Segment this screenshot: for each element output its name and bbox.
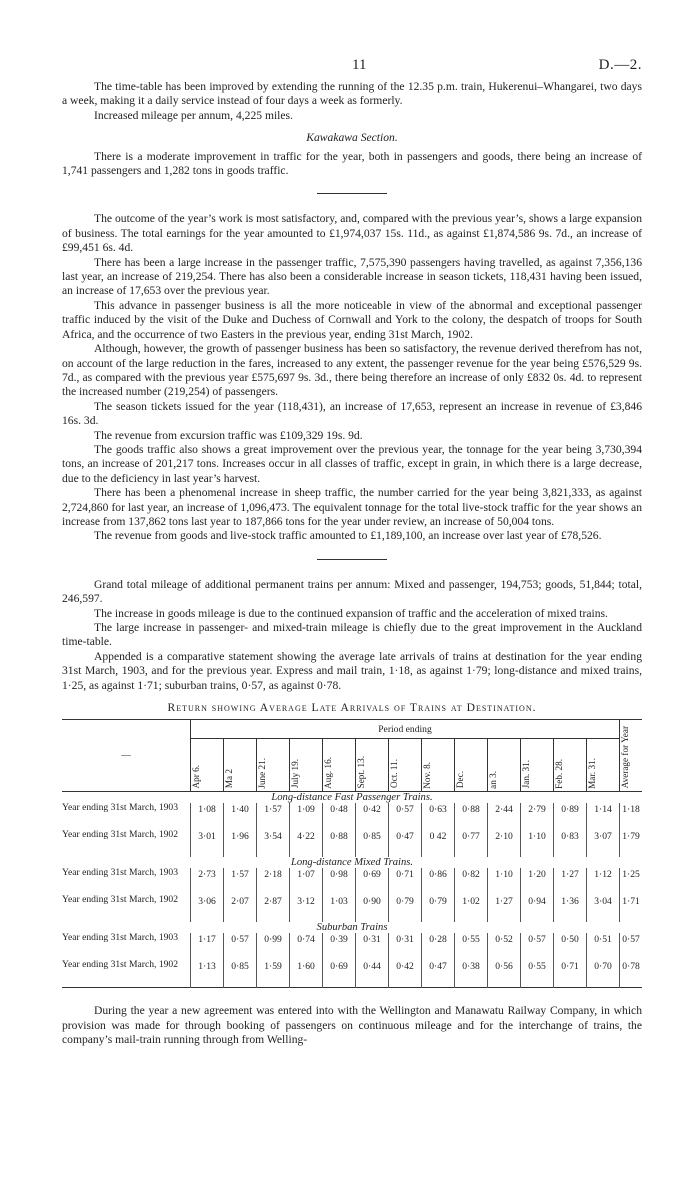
table-cell: 0·39 <box>323 933 356 960</box>
table-cell: 0 42 <box>422 830 455 857</box>
table-cell: 3·12 <box>290 895 323 922</box>
paragraph: This advance in passenger business is all the more noticeable in view of the abnormal and exceptional passenger traffic induced by the visit of the Duke and Duchess of Cornwall and York to the colony, the despatch of troops for South Africa, and the occurrence of two Easters in the previous year, ending 31st March, 1902. <box>62 298 642 341</box>
table-cell: 0·63 <box>422 803 455 830</box>
table-cell: 3·06 <box>191 895 224 922</box>
period-column-header <box>389 739 422 792</box>
period-column-header <box>191 739 224 792</box>
table-row <box>62 868 642 895</box>
page-header <box>62 58 642 80</box>
table-cell: 0·51 <box>587 933 620 960</box>
table-cell: 1·96 <box>224 830 257 857</box>
table-cell: 0·69 <box>356 868 389 895</box>
table-cell: 3·04 <box>587 895 620 922</box>
table-row <box>62 933 642 960</box>
document-reference: D.—2. <box>598 57 642 73</box>
table-cell: 0·56 <box>488 960 521 988</box>
table-cell: 0·71 <box>389 868 422 895</box>
column-label: Oct. 11. <box>389 759 399 789</box>
table-cell: 0·57 <box>521 933 554 960</box>
table-cell: 3·54 <box>257 830 290 857</box>
table-cell: 0·99 <box>257 933 290 960</box>
paragraph: During the year a new agreement was entered into with the Wellington and Manawatu Railway Company, in which provision was made for through booking of passengers on continuous mileage and for the interchange of trains, the company’s mail-train running through from Welling- <box>62 1004 642 1047</box>
column-label: Ma 2 <box>224 769 234 789</box>
period-column-header <box>488 739 521 792</box>
table-cell: 0·90 <box>356 895 389 922</box>
period-column-header <box>521 739 554 792</box>
average-cell: 1·71 <box>620 895 643 922</box>
table-cell: 0·86 <box>422 868 455 895</box>
table-cell: 0·38 <box>455 960 488 988</box>
table-cell: 0·57 <box>389 803 422 830</box>
table-cell: 0·50 <box>554 933 587 960</box>
table-cell: 0·28 <box>422 933 455 960</box>
separator-rule <box>317 559 387 560</box>
paragraph: The season tickets issued for the year (118,431), an increase of 17,653, represent an increase in revenue of £3,846 16s. 3d. <box>62 399 642 428</box>
table-cell: 1·27 <box>554 868 587 895</box>
table-cell: 0·55 <box>521 960 554 988</box>
table-cell: 0·79 <box>422 895 455 922</box>
table-cell: 1·17 <box>191 933 224 960</box>
section-heading: Long-distance Mixed Trains. <box>290 857 414 869</box>
table-rule <box>62 988 642 995</box>
row-label: Year ending 31st March, 1902 <box>62 894 179 906</box>
paragraph: Increased mileage per annum, 4,225 miles. <box>94 108 293 122</box>
table-cell: 1·36 <box>554 895 587 922</box>
table-cell: 0·31 <box>389 933 422 960</box>
period-column-header <box>323 739 356 792</box>
table-cell: 0·85 <box>356 830 389 857</box>
table-cell: 0·77 <box>455 830 488 857</box>
column-label: June 21. <box>257 757 267 789</box>
section-heading: Suburban Trains <box>316 922 388 934</box>
row-label: Year ending 31st March, 1903 <box>62 867 179 879</box>
row-label: Year ending 31st March, 1903 <box>62 932 179 944</box>
table-bottom-rule <box>62 988 642 995</box>
paragraph: There has been a large increase in the passenger traffic, 7,575,390 passengers having travelled, as against 7,356,136 last year, an increase of 219,254. There has also been a considerable increase in season tickets, 118,431 having been issued, an increase of 17,653 over the previous year. <box>62 255 642 298</box>
document-page <box>62 58 642 1048</box>
row-label: Year ending 31st March, 1903 <box>62 802 179 814</box>
table-cell: 1·40 <box>224 803 257 830</box>
row-label: Year ending 31st March, 1902 <box>62 829 179 841</box>
paragraph: There is a moderate improvement in traffic for the year, both in passengers and goods, there being an increase of 1,741 passengers and 1,282 tons in goods traffic. <box>62 149 642 178</box>
table-cell: 1·60 <box>290 960 323 988</box>
table-cell: 0·47 <box>422 960 455 988</box>
paragraph: The time-table has been improved by extending the running of the 12.35 p.m. train, Hukerenui–Whangarei, two days a week, making it a daily service instead of four days a week as formerly. <box>62 80 642 108</box>
section-title: Kawakawa Section. <box>306 131 398 145</box>
column-label: Nov. 8. <box>422 761 432 789</box>
average-cell: 0·57 <box>620 933 643 960</box>
separator-rule <box>317 193 387 194</box>
column-label: Average for Year <box>620 726 630 789</box>
column-label: Apr 6. <box>191 764 201 789</box>
table-cell: 0·71 <box>554 960 587 988</box>
average-cell: 1·79 <box>620 830 643 857</box>
table-cell: 2·87 <box>257 895 290 922</box>
paragraph: The revenue from goods and live-stock traffic amounted to £1,189,100, an increase over last year of £78,526. <box>94 529 602 543</box>
table-cell: 1·59 <box>257 960 290 988</box>
table-cell: 2·44 <box>488 803 521 830</box>
section-heading: Long-distance Fast Passenger Trains. <box>271 792 433 804</box>
table-cell: 2·10 <box>488 830 521 857</box>
paragraph: The large increase in passenger- and mixed-train mileage is chiefly due to the great improvement in the Auckland time-table. <box>62 621 642 649</box>
period-column-header <box>257 739 290 792</box>
period-column-header <box>356 739 389 792</box>
paragraph: The goods traffic also shows a great improvement over the previous year, the tonnage for the year being 3,730,394 tons, an increase of 201,217 tons. Increases occur in all classes of traffic, except in grain, in which there is a large decrease, due to the deficiency in last year’s harvest. <box>62 442 642 485</box>
table-cell: 1·08 <box>191 803 224 830</box>
table-cell: 1·14 <box>587 803 620 830</box>
paragraph: The increase in goods mileage is due to the continued expansion of traffic and the acceleration of mixed trains. <box>94 606 608 620</box>
paragraph: Grand total mileage of additional permanent trains per annum: Mixed and passenger, 194,753; goods, 51,844; total, 246,597. <box>62 577 642 606</box>
table-stub-dash: — <box>62 720 191 792</box>
table-cell: 1·13 <box>191 960 224 988</box>
table-cell: 0·94 <box>521 895 554 922</box>
table-title: Return showing Average Late Arrivals of Trains at Destination. <box>167 701 537 715</box>
table-cell: 0·42 <box>389 960 422 988</box>
table-cell: 1·10 <box>521 830 554 857</box>
table-cell: 0·79 <box>389 895 422 922</box>
table-cell: 0·88 <box>323 830 356 857</box>
column-label: July 19. <box>290 759 300 789</box>
table-row <box>62 803 642 830</box>
period-column-header <box>224 739 257 792</box>
paragraph: Although, however, the growth of passenger business has been so satisfactory, the revenue derived therefrom has not, on account of the large reduction in the fares, increased to any extent, the passenger revenue for the year being £576,529 9s. 7d., as compared with the previous year £575,697 9s. 3d., there being therefore an increase of only £832 0s. 4d. to represent the increased number (219,254) of passengers. <box>62 342 642 399</box>
paragraph: The outcome of the year’s work is most satisfactory, and, compared with the previous year’s, shows a large expansion of business. The total earnings for the year amounted to £1,974,037 15s. 11d., as against £1,874,586 9s. 7d., an increase of £99,451 6s. 4d. <box>62 212 642 255</box>
table-cell: 0·55 <box>455 933 488 960</box>
table-cell: 2·79 <box>521 803 554 830</box>
column-label: an 3. <box>488 770 498 789</box>
row-label: Year ending 31st March, 1902 <box>62 959 179 971</box>
table-cell: 0·89 <box>554 803 587 830</box>
paragraph: The revenue from excursion traffic was £109,329 19s. 9d. <box>94 428 363 442</box>
table-cell: 0·85 <box>224 960 257 988</box>
table-cell: 0·74 <box>290 933 323 960</box>
table-cell: 0·98 <box>323 868 356 895</box>
table-cell: 1·09 <box>290 803 323 830</box>
table-cell: 2·07 <box>224 895 257 922</box>
period-column-header <box>290 739 323 792</box>
table-cell: 3·01 <box>191 830 224 857</box>
table-row <box>62 895 642 922</box>
table-cell: 1·57 <box>257 803 290 830</box>
table-cell: 1·02 <box>455 895 488 922</box>
average-cell: 1·18 <box>620 803 643 830</box>
table-cell: 0·44 <box>356 960 389 988</box>
column-label: Aug. 16. <box>323 756 333 789</box>
table-cell: 0·69 <box>323 960 356 988</box>
paragraph: There has been a phenomenal increase in sheep traffic, the number carried for the year being 3,821,333, as against 2,724,860 for last year, an increase of 1,096,473. The equivalent tonnage for the total live-stock traffic for the year shows an increase from 137,862 tons last year to 187,866 tons for the year under review, an increase of 50,004 tons. <box>62 486 642 528</box>
table-cell: 1·20 <box>521 868 554 895</box>
period-column-header <box>422 739 455 792</box>
average-cell: 1·25 <box>620 868 643 895</box>
table-cell: 0·57 <box>224 933 257 960</box>
period-column-header <box>554 739 587 792</box>
table-row <box>62 830 642 857</box>
table-cell: 1·57 <box>224 868 257 895</box>
table-cell: 4·22 <box>290 830 323 857</box>
average-column-header <box>620 720 643 792</box>
period-column-header <box>587 739 620 792</box>
table-cell: 0·88 <box>455 803 488 830</box>
table-cell: 0·52 <box>488 933 521 960</box>
table-cell: 0·48 <box>323 803 356 830</box>
table-cell: 0·83 <box>554 830 587 857</box>
table-cell: 2·18 <box>257 868 290 895</box>
late-arrivals-table <box>62 719 642 994</box>
table-cell: 0·47 <box>389 830 422 857</box>
table-cell: 0·31 <box>356 933 389 960</box>
column-label: Mar. 31. <box>587 757 597 789</box>
table-cell: 0·70 <box>587 960 620 988</box>
table-cell: 1·12 <box>587 868 620 895</box>
column-label: Feb. 28. <box>554 758 564 789</box>
column-label: Sept. 13. <box>356 756 366 789</box>
table-cell: 1·27 <box>488 895 521 922</box>
average-cell: 0·78 <box>620 960 643 988</box>
table-cell: 3·07 <box>587 830 620 857</box>
paragraph: Appended is a comparative statement showing the average late arrivals of trains at destination for the year ending 31st March, 1903, and for the previous year. Express and mail train, 1·18, as against 1·79; long-distance and mixed trains, 1·25, as against 1·71; suburban trains, 0·57, as against 0·78. <box>62 649 642 692</box>
period-column-header <box>455 739 488 792</box>
table-cell: 0·82 <box>455 868 488 895</box>
column-label: Jan. 31. <box>521 760 531 789</box>
table-cell: 1·03 <box>323 895 356 922</box>
page-number: 11 <box>352 57 367 73</box>
period-ending-header: Period ending <box>191 720 620 739</box>
table-row <box>62 960 642 988</box>
table-cell: 0·42 <box>356 803 389 830</box>
table-cell: 1·10 <box>488 868 521 895</box>
column-label: Dec. <box>455 771 465 789</box>
table-cell: 2·73 <box>191 868 224 895</box>
table-cell: 1·07 <box>290 868 323 895</box>
